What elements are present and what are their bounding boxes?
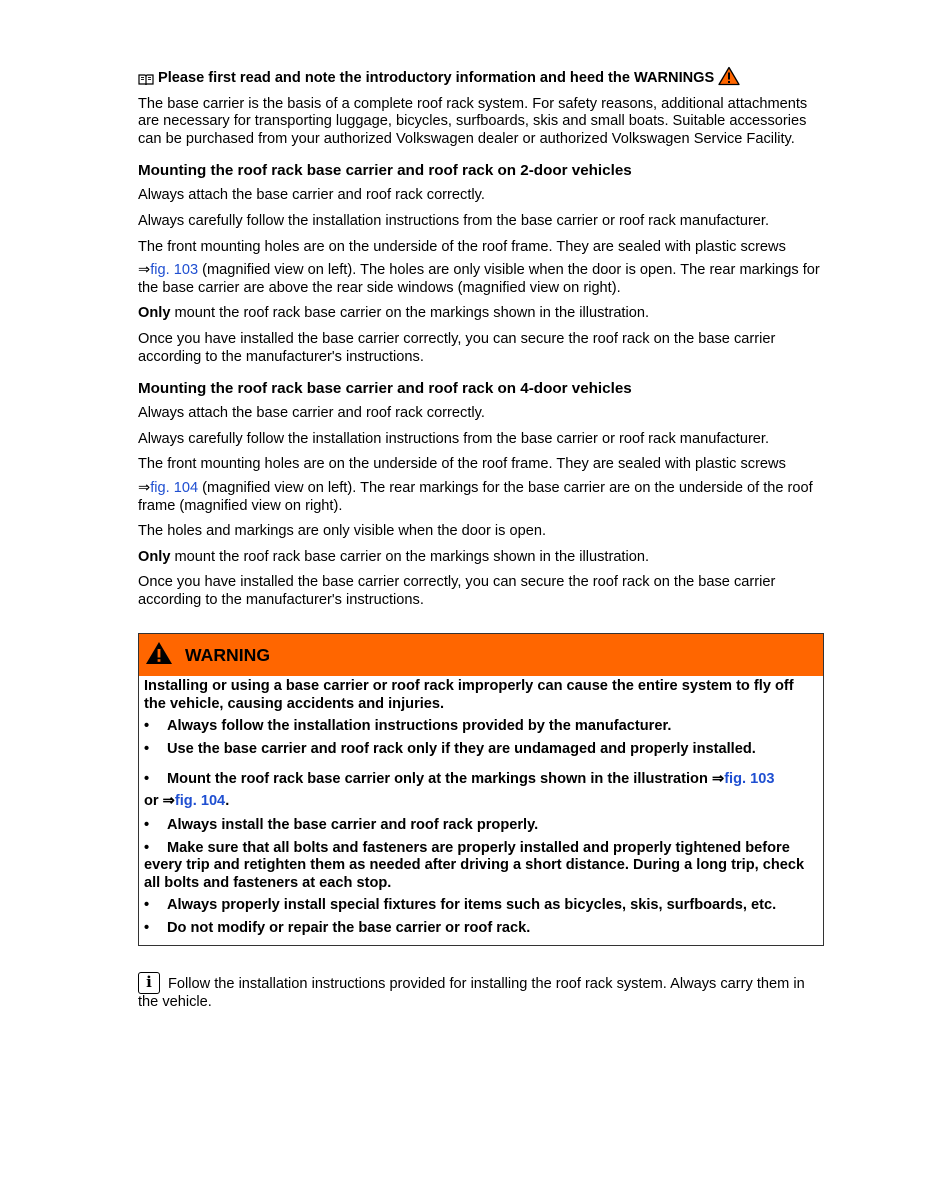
warning-item	[144, 897, 818, 915]
book-icon	[138, 73, 154, 85]
fig-103-link[interactable]: fig. 103	[724, 771, 775, 788]
warning-item-text: .	[225, 793, 230, 810]
paragraph	[138, 480, 824, 515]
warning-item-text: Always properly install special fixtures for items such as bicycles, skis, surfboards, etc.	[167, 897, 777, 914]
warning-item-text: Always follow the installation instructions provided by the manufacturer.	[167, 718, 672, 735]
paragraph: Always attach the base carrier and roof rack correctly.	[138, 405, 485, 422]
note	[138, 972, 824, 1012]
paragraph: Always attach the base carrier and roof rack correctly.	[138, 187, 485, 204]
warning-item-text: Mount the roof rack base carrier only at the markings shown in the illustration	[167, 771, 708, 788]
bullet: •	[144, 897, 150, 914]
paragraph	[138, 305, 824, 323]
warning-item-text: Always install the base carrier and roof rack properly.	[167, 817, 539, 834]
warning-item-text: Make sure that all bolts and fasteners are properly installed and properly tightened before every trip and retighten them as needed after driving a short distance. During a long trip, check all bolts and fasteners at each stop.	[144, 839, 805, 891]
paragraph-text: mount the roof rack base carrier on the markings shown in the illustration.	[170, 548, 650, 565]
intro-heading	[138, 70, 824, 88]
section-heading-2door: Mounting the roof rack base carrier and roof rack on 2-door vehicles	[138, 162, 632, 180]
warning-triangle-icon	[145, 641, 173, 665]
warning-item	[144, 840, 818, 893]
warning-item-text: or	[144, 793, 159, 810]
emphasis: Only	[138, 548, 171, 565]
intro-text: The base carrier is the basis of a complete roof rack system. For safety reasons, additional attachments are necessary for transporting luggage, bicycles, surfboards, skis and small boats. Suitable accessories can be purchased from your authorized Volkswagen dealer or authorized Volkswagen Service Facility.	[138, 95, 808, 147]
info-icon	[138, 972, 160, 994]
warning-item-text: Use the base carrier and roof rack only if they are undamaged and properly installed.	[167, 740, 756, 757]
paragraph	[138, 262, 824, 297]
fig-103-link[interactable]: fig. 103	[150, 262, 199, 279]
fig-104-link[interactable]: fig. 104	[150, 479, 199, 496]
warning-body	[139, 676, 823, 945]
bullet: •	[144, 771, 150, 788]
info-icon-glyph: i	[146, 973, 152, 992]
paragraph: Always carefully follow the installation instructions from the base carrier or roof rack manufacturer.	[138, 430, 770, 447]
warning-triangle-icon	[718, 66, 740, 86]
warning-item	[144, 768, 818, 812]
bullet: •	[144, 740, 150, 757]
intro-heading-text: Please first read and note the introductory information and heed the WARNINGS	[158, 70, 715, 86]
emphasis: Only	[138, 305, 171, 322]
paragraph: Once you have installed the base carrier correctly, you can secure the roof rack on the base carrier according to the manufacturer's instructions.	[138, 330, 776, 365]
paragraph: The front mounting holes are on the underside of the roof frame. They are sealed with plastic screws	[138, 238, 786, 255]
warning-item-text: Do not modify or repair the base carrier or roof rack.	[167, 919, 531, 936]
warning-header	[139, 634, 823, 676]
arrow-icon: ⇒	[138, 262, 151, 279]
page-content	[138, 70, 824, 1012]
warning-item	[144, 920, 818, 938]
paragraph: Once you have installed the base carrier correctly, you can secure the roof rack on the base carrier according to the manufacturer's instructions.	[138, 574, 776, 608]
arrow-icon: ⇒	[138, 479, 151, 496]
note-text: Follow the installation instructions provided for installing the roof rack system. Always carry them in the vehicle.	[138, 976, 805, 1011]
arrow-icon: ⇒	[162, 793, 175, 810]
arrow-icon: ⇒	[711, 771, 725, 788]
warning-box	[138, 633, 824, 946]
paragraph-text: (magnified view on left). The holes are only visible when the door is open. The rear markings for the base carrier are above the rear side windows (magnified view on right).	[138, 262, 820, 296]
paragraph: Always carefully follow the installation instructions from the base carrier or roof rack manufacturer.	[138, 212, 770, 229]
paragraph: The holes and markings are only visible when the door is open.	[138, 523, 547, 540]
bullet: •	[144, 919, 150, 936]
paragraph-text: (magnified view on left). The rear markings for the base carrier are on the underside of the roof frame (magnified view on right).	[138, 479, 813, 514]
fig-104-link[interactable]: fig. 104	[174, 793, 226, 810]
warning-item	[144, 741, 818, 759]
bullet: •	[144, 839, 150, 856]
warning-title: WARNING	[185, 644, 271, 665]
paragraph-text: mount the roof rack base carrier on the markings shown in the illustration.	[170, 305, 650, 322]
warning-item	[144, 718, 818, 736]
warning-item	[144, 817, 818, 835]
bullet: •	[144, 817, 150, 834]
warning-intro: Installing or using a base carrier or roof rack improperly can cause the entire system to fly off the vehicle, causing accidents and injuries.	[144, 678, 794, 712]
paragraph	[138, 549, 824, 567]
section-heading-4door: Mounting the roof rack base carrier and roof rack on 4-door vehicles	[138, 380, 632, 398]
bullet: •	[144, 718, 150, 735]
paragraph: The front mounting holes are on the underside of the roof frame. They are sealed with plastic screws	[138, 456, 786, 473]
